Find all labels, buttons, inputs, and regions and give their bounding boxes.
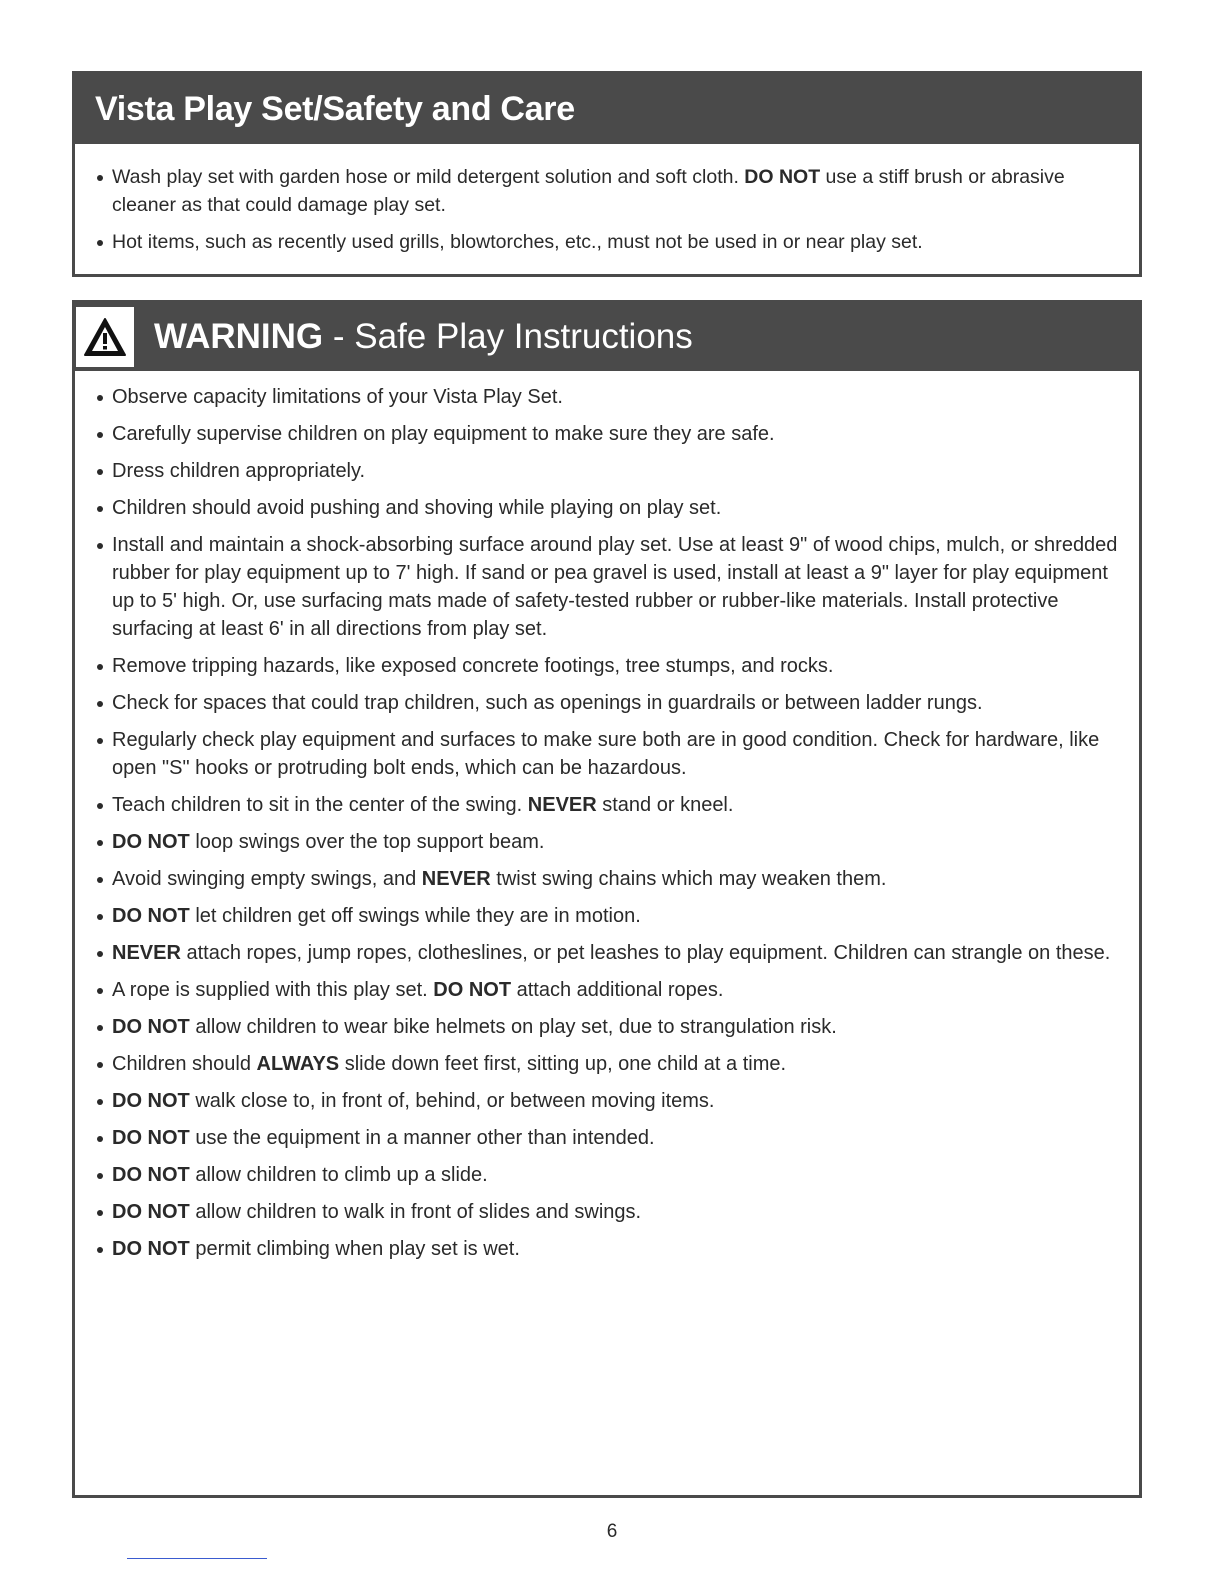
item-text: use a stiff brush or abrasive cleaner as that could damage play set. [112, 166, 1065, 216]
item-text: allow children to wear bike helmets on play set, due to strangulation risk. [189, 1016, 837, 1038]
item-text: allow children to walk in front of slides and swings. [189, 1201, 642, 1223]
item-text: Teach children to sit in the center of the swing. [112, 794, 528, 816]
list-item [75, 383, 1139, 411]
warning-triangle-graphic [83, 317, 127, 357]
link-underline [127, 1558, 267, 1559]
item-text: Observe capacity limitations of your Vista Play Set. [112, 386, 563, 408]
emphasis-text: DO NOT [112, 1238, 190, 1260]
list-item [75, 1050, 1139, 1078]
warning-subtitle: Safe Play Instructions [354, 317, 693, 356]
list-item [75, 420, 1139, 448]
item-text: Remove tripping hazards, like exposed concrete footings, tree stumps, and rocks. [112, 655, 834, 677]
list-item [75, 228, 1139, 256]
list-item [75, 531, 1139, 643]
list-item [75, 1161, 1139, 1189]
warning-header [75, 303, 1139, 371]
item-text: Hot items, such as recently used grills, blowtorches, etc., must not be used in or near play set. [112, 231, 923, 253]
emphasis-text: DO NOT [112, 1016, 190, 1038]
item-text: Dress children appropriately. [112, 460, 366, 482]
list-item [75, 939, 1139, 967]
warning-word: WARNING [154, 317, 324, 356]
list-item [75, 457, 1139, 485]
list-item [75, 494, 1139, 522]
emphasis-text: NEVER [527, 794, 597, 816]
warning-section [72, 300, 1142, 1498]
list-item [75, 689, 1139, 717]
item-text: allow children to climb up a slide. [189, 1164, 488, 1186]
warning-separator: - [323, 317, 355, 356]
warning-heading [154, 317, 693, 357]
emphasis-text: NEVER [421, 868, 491, 890]
emphasis-text: DO NOT [112, 1090, 190, 1112]
page-number: 6 [606, 1521, 618, 1542]
emphasis-text: NEVER [112, 942, 181, 964]
list-item [75, 726, 1139, 782]
list-item [75, 163, 1139, 219]
item-text: Install and maintain a shock-absorbing surface around play set. Use at least 9" of wood chips, mulch, or shredded rubber for play equipment up to 7' high. If sand or pea gravel is used, install at least a 9" layer for play equipment up to 5' high. Or, use surfacing mats made of safety-tested rubber or rubber-like materials. Install protective surfacing at least 6' in all directions from play set. [112, 534, 1118, 640]
warning-triangle-icon [76, 307, 134, 367]
emphasis-text: DO NOT [112, 1127, 190, 1149]
list-item [75, 1124, 1139, 1152]
item-text: walk close to, in front of, behind, or between moving items. [189, 1090, 715, 1112]
item-text: attach ropes, jump ropes, clotheslines, or pet leashes to play equipment. Children can strangle on these. [180, 942, 1111, 964]
emphasis-text: DO NOT [112, 831, 190, 853]
emphasis-text: DO NOT [112, 1201, 190, 1223]
list-item [75, 791, 1139, 819]
item-text: Carefully supervise children on play equipment to make sure they are safe. [112, 423, 775, 445]
item-text: loop swings over the top support beam. [189, 831, 545, 853]
item-text: permit climbing when play set is wet. [189, 1238, 520, 1260]
safety-and-care-section [72, 71, 1142, 277]
item-text: Regularly check play equipment and surfaces to make sure both are in good condition. Check for hardware, like open "S" hooks or protruding bolt ends, which can be hazardous. [112, 729, 1100, 779]
item-text: slide down feet first, sitting up, one child at a time. [339, 1053, 787, 1075]
emphasis-text: DO NOT [433, 979, 512, 1001]
list-item [75, 1235, 1139, 1263]
list-item [75, 976, 1139, 1004]
item-text: Avoid swinging empty swings, and [112, 868, 422, 890]
item-text: Children should avoid pushing and shoving while playing on play set. [112, 497, 722, 519]
safety-and-care-header [75, 74, 1139, 144]
item-text: Wash play set with garden hose or mild detergent solution and soft cloth. [112, 166, 745, 188]
list-item [75, 828, 1139, 856]
item-text: twist swing chains which may weaken them. [490, 868, 887, 890]
item-text: stand or kneel. [596, 794, 734, 816]
emphasis-text: DO NOT [112, 1164, 190, 1186]
emphasis-text: DO NOT [112, 905, 190, 927]
emphasis-text: DO NOT [744, 166, 821, 188]
list-item [75, 865, 1139, 893]
list-item [75, 652, 1139, 680]
list-item [75, 1198, 1139, 1226]
item-text: A rope is supplied with this play set. [112, 979, 434, 1001]
item-text: let children get off swings while they are in motion. [189, 905, 641, 927]
section-title: Vista Play Set/Safety and Care [95, 89, 575, 128]
list-item [75, 1013, 1139, 1041]
emphasis-text: ALWAYS [256, 1053, 340, 1075]
item-text: Check for spaces that could trap children, such as openings in guardrails or between ladder rungs. [112, 692, 983, 714]
warning-list [75, 371, 1139, 1263]
care-list [75, 144, 1139, 256]
item-text: use the equipment in a manner other than intended. [189, 1127, 655, 1149]
list-item [75, 902, 1139, 930]
item-text: attach additional ropes. [511, 979, 724, 1001]
list-item [75, 1087, 1139, 1115]
item-text: Children should [112, 1053, 257, 1075]
